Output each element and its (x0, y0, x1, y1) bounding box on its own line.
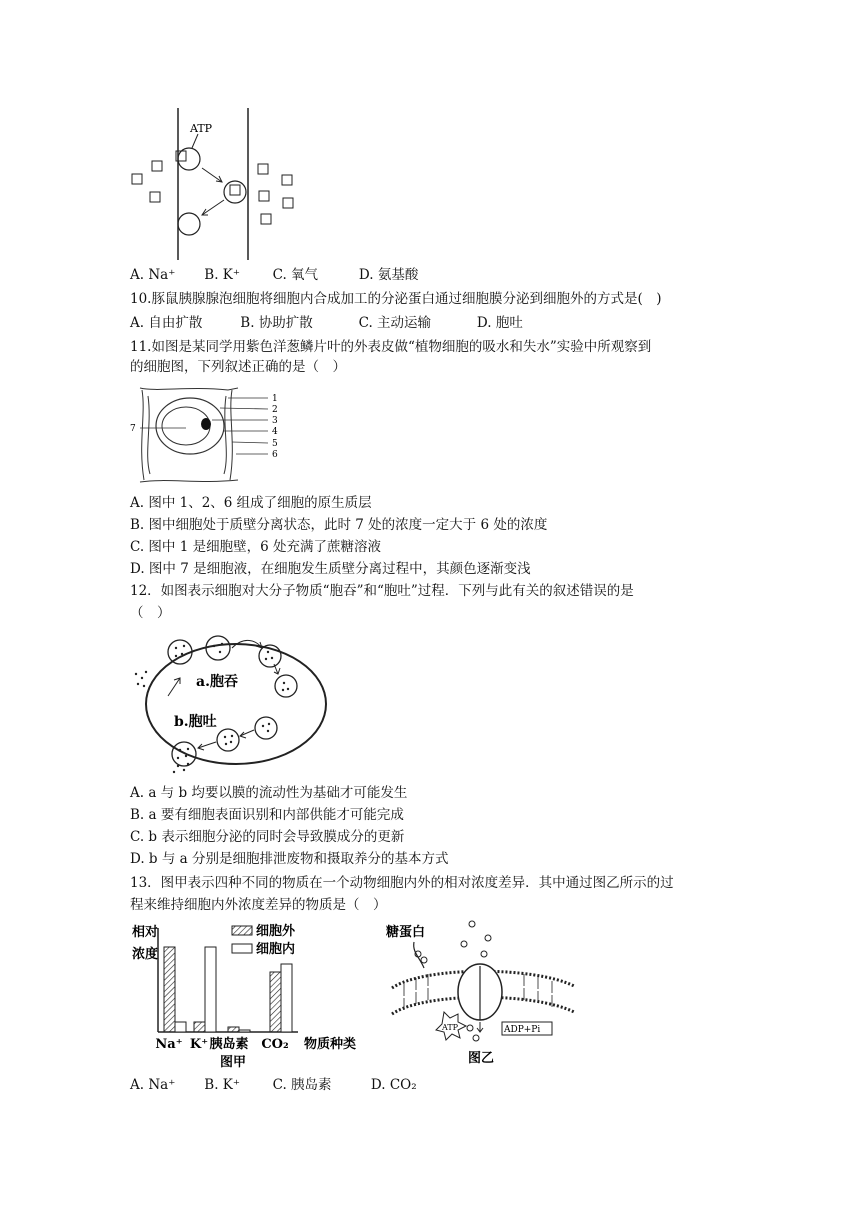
carrier-vesicle (224, 181, 246, 203)
y-axis-label-part: 浓度 (132, 947, 159, 962)
q12-option-d[interactable]: D. b 与 a 分别是细胞排泄废物和摄取养分的基本方式 (130, 851, 449, 867)
q13-stem-line1: 13．图甲表示四种不同的物质在一个动物细胞内外的相对浓度差异．其中通过图乙所示的过 (130, 875, 674, 891)
svg-text:相对浓度 (132, 924, 158, 962)
label-7: 7 (130, 424, 136, 434)
label-3: 3 (272, 416, 278, 426)
option-c[interactable]: C. 主动运输 (358, 315, 432, 331)
concentration-bar-chart (128, 920, 378, 1070)
y-axis-label (132, 924, 158, 962)
q12-option-a[interactable]: A. a 与 b 均要以膜的流动性为基础才可能发生 (130, 785, 408, 801)
q10-stem: 10.豚鼠胰腺腺泡细胞将细胞内合成加工的分泌蛋白通过细胞膜分泌到细胞外的方式是( ) (130, 291, 662, 307)
q10-options (130, 314, 523, 332)
label-2: 2 (272, 405, 278, 415)
option-b[interactable]: B. 协助扩散 (240, 315, 313, 331)
label-exocytosis: b.胞吐 (174, 714, 217, 730)
y-axis-label-part: 相对 (132, 925, 159, 940)
x-tick-label: Na⁺ (155, 1037, 183, 1052)
option-a[interactable]: A. Na⁺ (130, 1077, 176, 1093)
q12-stem-line2: （ ） (130, 605, 171, 621)
q13-options (130, 1076, 417, 1094)
atp-label: ATP (442, 1023, 459, 1032)
option-c[interactable]: C. 胰岛素 (272, 1077, 332, 1093)
bar-outside-2 (228, 1027, 239, 1032)
q12-option-c[interactable]: C. b 表示细胞分泌的同时会导致膜成分的更新 (130, 829, 405, 845)
label-5: 5 (272, 439, 278, 449)
option-b[interactable]: B. K⁺ (204, 1077, 241, 1093)
option-c[interactable]: C. 氧气 (272, 267, 319, 283)
bar-inside-3 (281, 964, 292, 1032)
legend-label-outside: 细胞外 (256, 924, 296, 939)
q11-stem-line1: 11.如图是某同学用紫色洋葱鳞片叶的外表皮做“植物细胞的吸水和失水”实验中所观察到 (130, 339, 652, 355)
option-a[interactable]: A. 自由扩散 (130, 315, 203, 331)
q13-stem-line2: 程来维持细胞内外浓度差异的物质是（ ） (130, 897, 387, 913)
label-6: 6 (272, 450, 278, 460)
q9-options (130, 266, 418, 284)
q11-option-d[interactable]: D. 图中 7 是细胞液，在细胞发生质壁分离过程中，其颜色逐渐变浅 (130, 561, 531, 577)
q11-cell-figure (128, 384, 288, 486)
bar-inside-0 (175, 1022, 186, 1032)
label-1: 1 (272, 394, 278, 404)
atp-label: ATP (190, 122, 213, 135)
label-endocytosis: a.胞吞 (196, 674, 238, 690)
adp-label: ADP+Pi (504, 1025, 541, 1035)
x-tick-label: CO₂ (261, 1037, 289, 1052)
membrane-pump-figure (384, 918, 584, 1068)
bar-outside-1 (194, 1022, 205, 1032)
bar-inside-2 (239, 1030, 250, 1032)
carrier-vesicle (178, 213, 200, 235)
q11-option-a[interactable]: A. 图中 1、2、6 组成了细胞的原生质层 (130, 495, 372, 511)
bar-inside-1 (205, 947, 216, 1032)
option-d[interactable]: D. 胞吐 (476, 315, 523, 331)
q9-figure (128, 104, 308, 264)
x-tick-label: 胰岛素 (209, 1037, 249, 1052)
figure2-title: 图乙 (468, 1051, 495, 1066)
q11-stem-line2: 的细胞图，下列叙述正确的是（ ） (130, 359, 346, 375)
bar-outside-3 (270, 972, 281, 1032)
x-tick-label: K⁺ (189, 1037, 209, 1052)
glycoprotein-label: 糖蛋白 (386, 925, 426, 940)
molecule-squares (132, 151, 293, 224)
option-a[interactable]: A. Na⁺ (130, 267, 176, 283)
q12-stem-line1: 12．如图表示细胞对大分子物质“胞吞”和“胞吐”过程．下列与此有关的叙述错误的是 (130, 583, 634, 599)
option-d[interactable]: D. CO₂ (370, 1077, 417, 1093)
q11-option-b[interactable]: B. 图中细胞处于质壁分离状态，此时 7 处的浓度一定大于 6 处的浓度 (130, 517, 548, 533)
chart-title: 图甲 (220, 1055, 247, 1070)
q12-figure (128, 630, 328, 780)
bar-outside-0 (164, 947, 175, 1032)
q11-option-c[interactable]: C. 图中 1 是细胞壁，6 处充满了蔗糖溶液 (130, 539, 381, 555)
legend-swatch-outside (232, 926, 252, 935)
nucleus (201, 418, 211, 430)
legend-label-inside: 细胞内 (256, 942, 296, 957)
label-4: 4 (272, 427, 278, 437)
x-axis-label: 物质种类 (304, 1037, 357, 1052)
q12-option-b[interactable]: B. a 要有细胞表面识别和内部供能才可能完成 (130, 807, 404, 823)
option-d[interactable]: D. 氨基酸 (358, 267, 419, 283)
option-b[interactable]: B. K⁺ (204, 267, 241, 283)
legend-swatch-inside (232, 944, 252, 953)
